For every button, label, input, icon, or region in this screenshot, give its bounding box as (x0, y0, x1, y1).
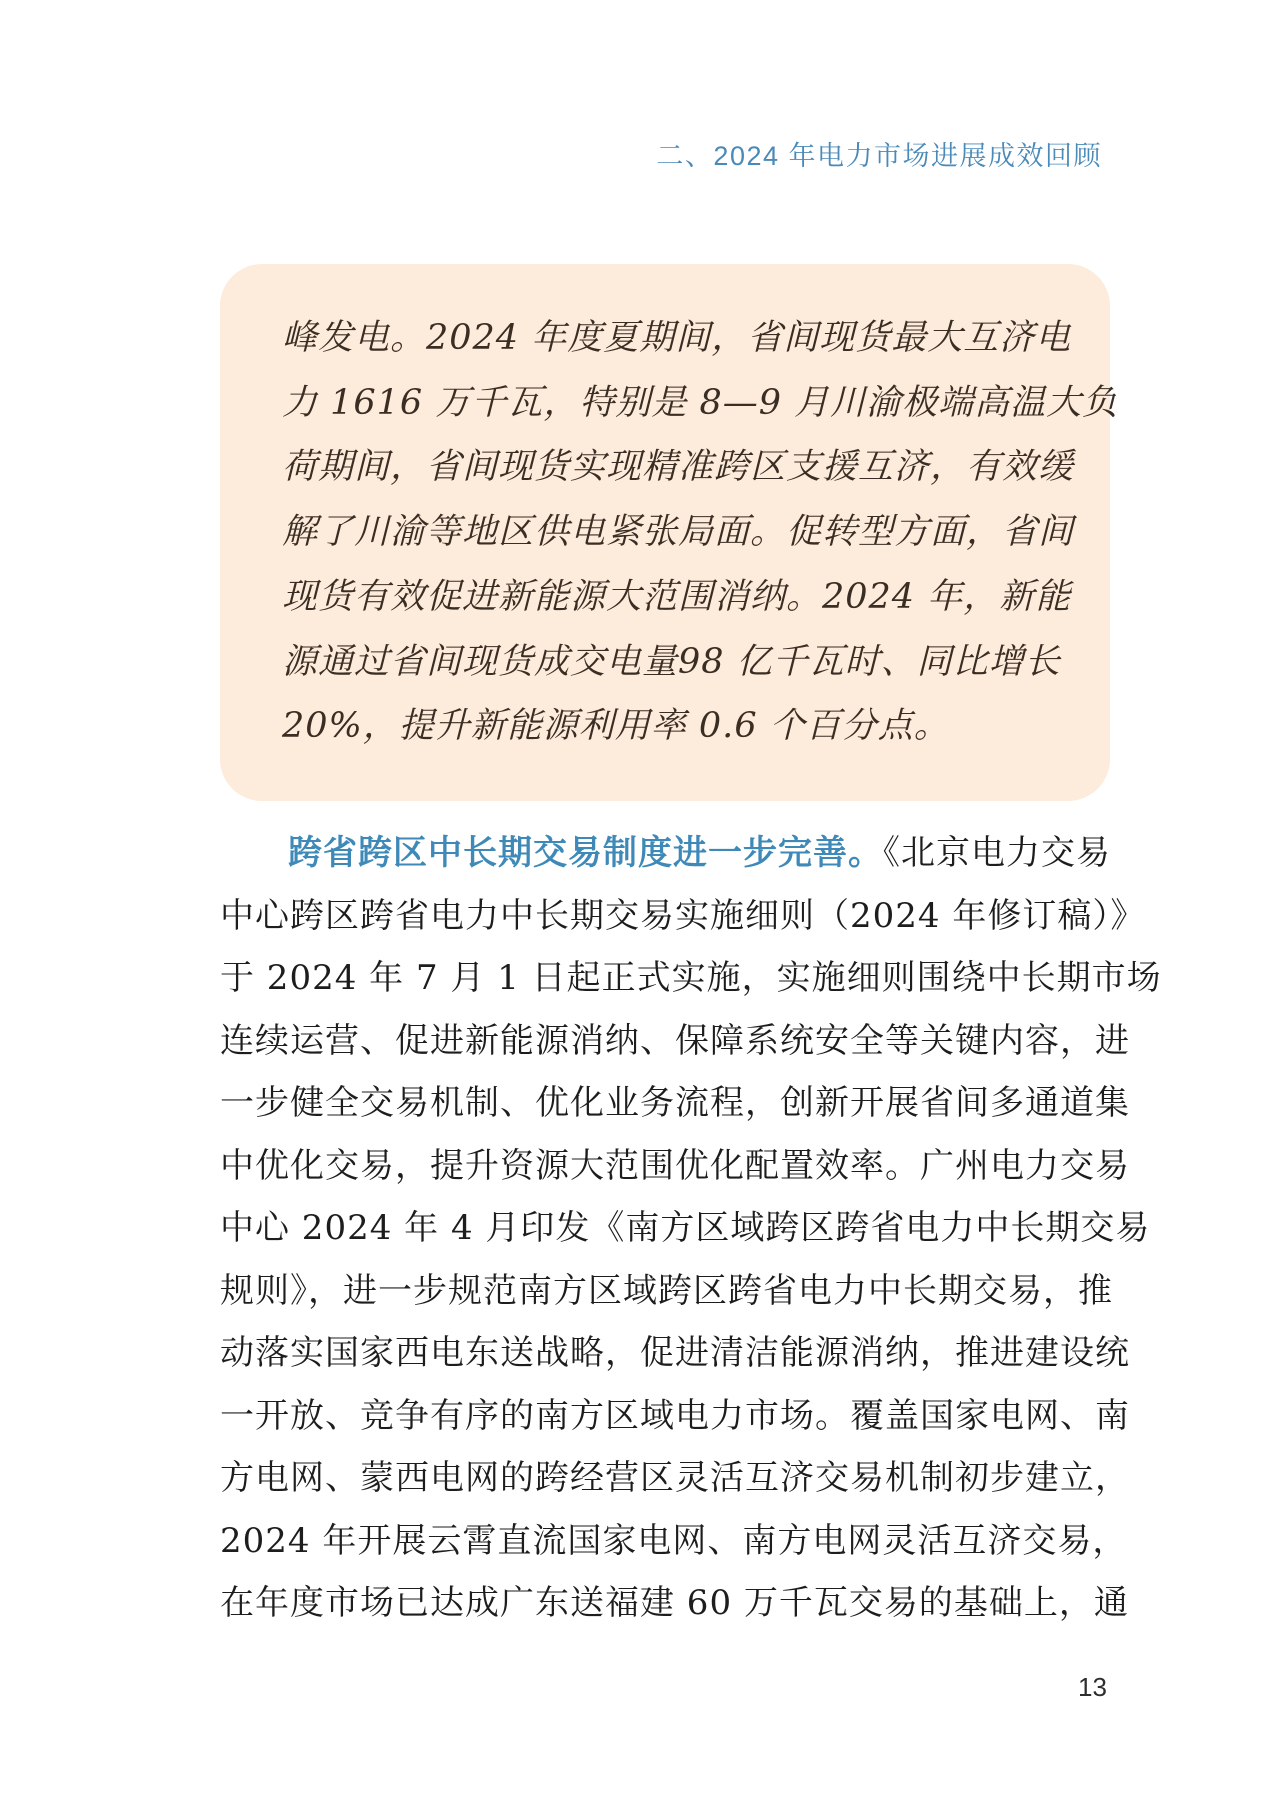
page-number: 13 (1078, 1672, 1107, 1702)
text-line: 2024 年开展云霄直流国家电网、南方电网灵活互济交易， (220, 1520, 1128, 1561)
text-line: 解了川渝等地区供电紧张局面。促转型方面，省间 (282, 512, 1075, 553)
text-line: 20%，提升新能源利用率 0.6 个百分点。 (282, 706, 950, 747)
text-line: 一步健全交易机制、优化业务流程，创新开展省间多通道集 (220, 1083, 1130, 1123)
text-line: 峰发电。2024 年度夏期间，省间现货最大互济电 (282, 318, 1072, 358)
text-line: 现货有效促进新能源大范围消纳。2024 年，新能 (282, 576, 1072, 617)
callout-text (282, 306, 1119, 759)
text-line: 中优化交易，提升资源大范围优化配置效率。广州电力交易 (220, 1145, 1130, 1186)
text-line: 规则》，进一步规范南方区域跨区跨省电力中长期交易，推 (220, 1270, 1113, 1311)
body-paragraph (220, 822, 1162, 1635)
text-line: 中心跨区跨省电力中长期交易实施细则（2024 年修订稿）》 (220, 895, 1146, 936)
paragraph-first-line (220, 822, 1120, 885)
text-line: 于 2024 年 7 月 1 日起正式实施，实施细则围绕中长期市场 (220, 958, 1162, 998)
text-line: 动落实国家西电东送战略，促进清洁能源消纳，推进建设统 (220, 1333, 1130, 1373)
text-line: 中心 2024 年 4 月印发《南方区域跨区跨省电力中长期交易 (220, 1208, 1151, 1248)
paragraph-text (220, 885, 1162, 1635)
paragraph-first-line-rest: 《北京电力交易 (883, 833, 1111, 873)
text-line: 源通过省间现货成交电量98 亿千瓦时、同比增长 (282, 641, 1061, 682)
text-line: 荷期间，省间现货实现精准跨区支援互济，有效缓 (282, 447, 1075, 488)
text-line: 力 1616 万千瓦，特别是 8—9 月川渝极端高温大负 (282, 382, 1119, 423)
text-line: 一开放、竞争有序的南方区域电力市场。覆盖国家电网、南 (220, 1395, 1130, 1436)
paragraph-lead-emphasis: 跨省跨区中长期交易制度进一步完善。 (288, 834, 883, 872)
text-line: 在年度市场已达成广东送福建 60 万千瓦交易的基础上，通 (220, 1583, 1129, 1623)
callout-box (220, 264, 1119, 801)
text-line: 方电网、蒙西电网的跨经营区灵活互济交易机制初步建立， (220, 1458, 1130, 1498)
section-header-title: 二、2024 年电力市场进展成效回顾 (656, 141, 1102, 171)
text-line: 连续运营、促进新能源消纳、保障系统安全等关键内容，进 (220, 1020, 1130, 1061)
